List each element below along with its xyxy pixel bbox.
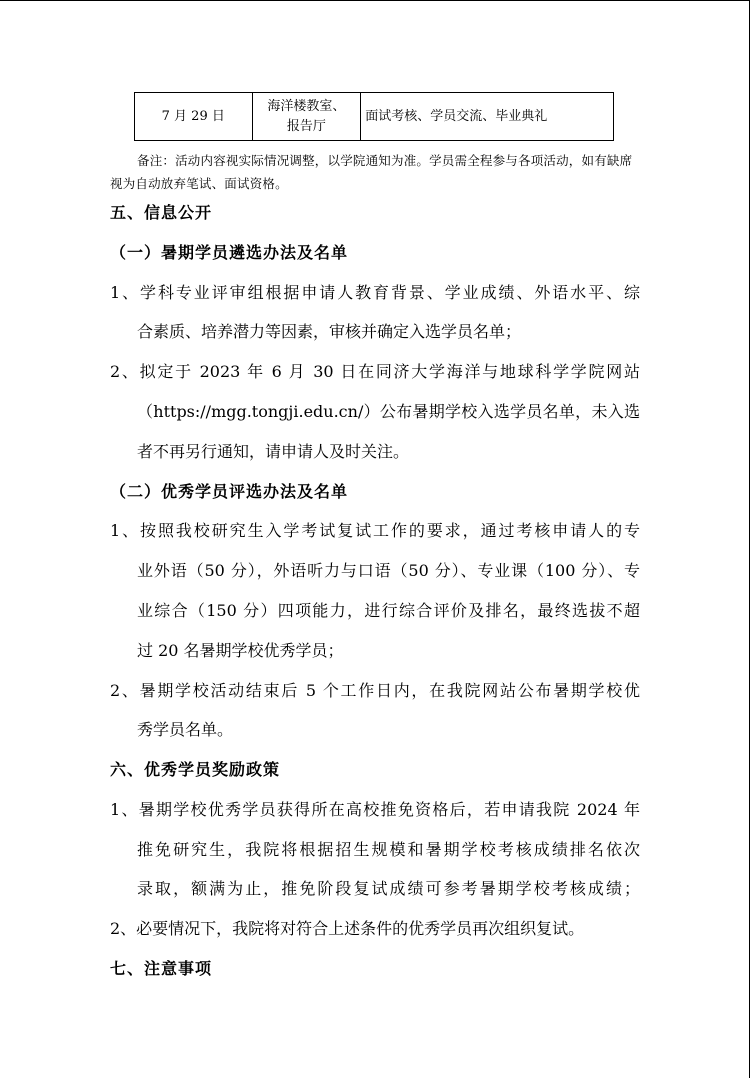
section5-sub1-item1-line1: 1、学科专业评审组根据申请人教育背景、学业成绩、外语水平、综 [110, 283, 640, 302]
section5-sub1-item2-line1: 2、拟定于 2023 年 6 月 30 日在同济大学海洋与地球科学学院网站 [110, 362, 640, 381]
schedule-note: 备注：活动内容视实际情况调整，以学院通知为准。学员需全程参与各项活动，如有缺席视为自动放弃笔试、面试资格。 [110, 153, 633, 191]
table-cell-date: 7 月 29 日 [135, 93, 253, 141]
section6-item2-line1: 2、必要情况下，我院将对符合上述条件的优秀学员再次组织复试。 [110, 919, 585, 938]
section5-sub2-item1-line1: 1、按照我校研究生入学考试复试工作的要求，通过考核申请人的专 [110, 521, 640, 540]
page-top-border [0, 0, 750, 1]
table-row [135, 93, 614, 141]
venue-line-1: 海洋楼教室、 [267, 98, 346, 114]
section5-sub2-item1-line3: 业综合（150 分）四项能力，进行综合评价及排名，最终选拔不超 [137, 601, 640, 620]
section7-heading: 七、注意事项 [110, 959, 213, 978]
schedule-table [134, 92, 614, 141]
section5-sub2-item2-line2: 秀学员名单。 [137, 720, 234, 739]
table-cell-venue [252, 93, 361, 141]
section6-item1-line2: 推免研究生，我院将根据招生规模和暑期学校考核成绩排名依次 [137, 840, 640, 859]
section5-sub2-item1-line2: 业外语（50 分），外语听力与口语（50 分）、专业课（100 分）、专 [137, 561, 640, 580]
section5-sub1-item2-line2: （https://mgg.tongji.edu.cn/）公布暑期学校入选学员名单，未入选 [137, 402, 640, 421]
section5-sub2-item2-line1: 2、暑期学校活动结束后 5 个工作日内，在我院网站公布暑期学校优 [110, 681, 640, 700]
section6-heading: 六、优秀学员奖励政策 [110, 760, 281, 779]
section5-heading: 五、信息公开 [110, 203, 213, 222]
section5-sub2-heading: （二）优秀学员评选办法及名单 [110, 482, 349, 501]
section6-item1-line3: 录取，额满为止，推免阶段复试成绩可参考暑期学校考核成绩； [137, 879, 640, 898]
section5-sub1-item2-line3: 者不再另行通知，请申请人及时关注。 [137, 442, 410, 461]
section5-sub1-item1-line2: 合素质、培养潜力等因素，审核并确定入选学员名单； [137, 322, 522, 341]
venue-line-2: 报告厅 [286, 118, 326, 134]
section6-item1-line1: 1、暑期学校优秀学员获得所在高校推免资格后，若申请我院 2024 年 [110, 800, 640, 819]
section5-sub1-heading: （一）暑期学员遴选办法及名单 [110, 243, 349, 262]
section5-sub2-item1-line4: 过 20 名暑期学校优秀学员； [137, 641, 344, 660]
table-cell-activity: 面试考核、学员交流、毕业典礼 [361, 93, 614, 141]
